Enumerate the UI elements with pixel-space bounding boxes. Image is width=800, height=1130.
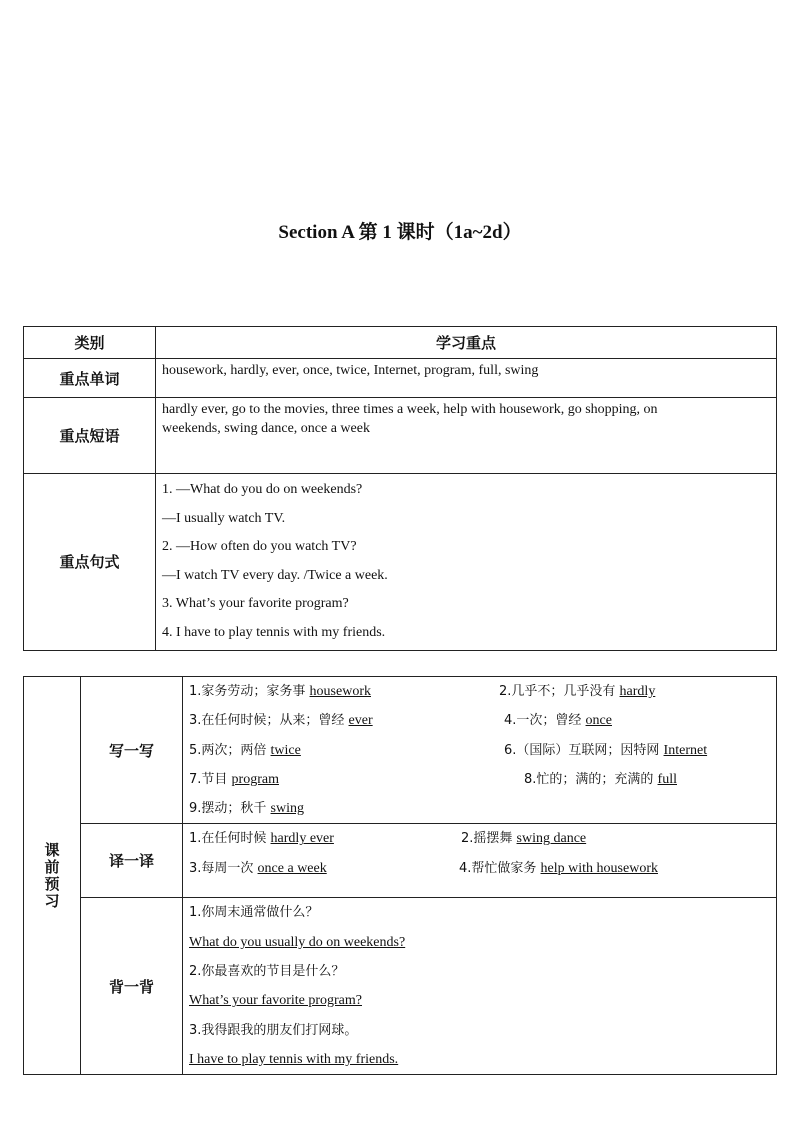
write-item-4: 4.一次；曾经 once — [504, 713, 612, 729]
sentence-line: 4. I have to play tennis with my friends. — [162, 624, 386, 640]
preview-side-label: 课 前 预 习 — [24, 677, 81, 1075]
write-item-9: 9.摆动；秋千 swing — [189, 801, 304, 817]
write-item-6: 6.（国际）互联网；因特网 Internet — [504, 742, 708, 758]
words-row — [24, 359, 777, 398]
phrases-row — [24, 398, 777, 474]
sentence-line: 2. —How often do you watch TV? — [162, 539, 357, 555]
write-line — [189, 706, 770, 735]
write-line — [189, 765, 770, 794]
recite-prompt: 1.你周末通常做什么？ — [189, 905, 319, 921]
translate-item-2: 2.摇摆舞 swing dance — [461, 831, 587, 847]
sentence-line: —I usually watch TV. — [162, 510, 286, 526]
write-item-3: 3.在任何时候；从来；曾经 ever — [189, 713, 373, 729]
write-line — [189, 736, 770, 765]
sentences-row — [24, 474, 777, 651]
translate-item-4: 4.帮忙做家务 help with housework — [459, 860, 658, 876]
recite-answer: What’s your favorite program? — [189, 993, 362, 1009]
recite-label: 背一背 — [81, 898, 183, 1075]
sentence-line: —I watch TV every day. /Twice a week. — [162, 567, 388, 583]
phrases-label: 重点短语 — [24, 398, 156, 474]
translate-label: 译一译 — [81, 824, 183, 898]
phrases-line-1: hardly ever, go to the movies, three times a week, help with housework, go shopping, on — [162, 402, 658, 417]
sentences-label: 重点句式 — [24, 474, 156, 651]
phrases-line-2: weekends, swing dance, once a week — [162, 421, 370, 436]
preview-table — [23, 676, 777, 1075]
write-content — [183, 677, 777, 824]
translate-line — [189, 854, 770, 883]
page-title: Section A 第 1 课时（1a~2d） — [278, 222, 522, 243]
phrases-content — [156, 398, 777, 474]
translate-item-3: 3.每周一次 once a week — [189, 860, 327, 876]
recite-answer: What do you usually do on weekends? — [189, 934, 406, 950]
write-item-7: 7.节目 program — [189, 771, 279, 787]
write-item-1: 1.家务劳动；家务事 housework — [189, 684, 371, 699]
recite-content — [183, 898, 777, 1075]
sentence-line: 3. What’s your favorite program? — [162, 596, 349, 612]
write-line — [189, 677, 770, 706]
write-line — [189, 794, 770, 823]
table-header-row — [24, 327, 777, 359]
write-item-2: 2.几乎不；几乎没有 hardly — [499, 684, 656, 699]
write-row — [24, 677, 777, 824]
header-category: 类别 — [24, 327, 156, 359]
header-focus: 学习重点 — [156, 327, 777, 359]
sentences-content — [156, 474, 777, 651]
write-item-8: 8.忙的；满的；充满的 full — [524, 771, 677, 787]
words-label: 重点单词 — [24, 359, 156, 398]
write-item-5: 5.两次；两倍 twice — [189, 742, 301, 758]
translate-content — [183, 824, 777, 898]
key-points-table — [23, 326, 777, 651]
recite-prompt: 3.我得跟我的朋友们打网球。 — [189, 1022, 358, 1038]
recite-row — [24, 898, 777, 1075]
sentence-line: 1. —What do you do on weekends? — [162, 482, 363, 497]
recite-prompt: 2.你最喜欢的节目是什么？ — [189, 964, 345, 980]
words-content: housework, hardly, ever, once, twice, Internet, program, full, swing — [156, 359, 777, 398]
translate-item-1: 1.在任何时候 hardly ever — [189, 831, 334, 847]
translate-row — [24, 824, 777, 898]
translate-line — [189, 824, 770, 853]
recite-answer: I have to play tennis with my friends. — [189, 1051, 399, 1067]
write-label: 写一写 — [81, 677, 183, 824]
